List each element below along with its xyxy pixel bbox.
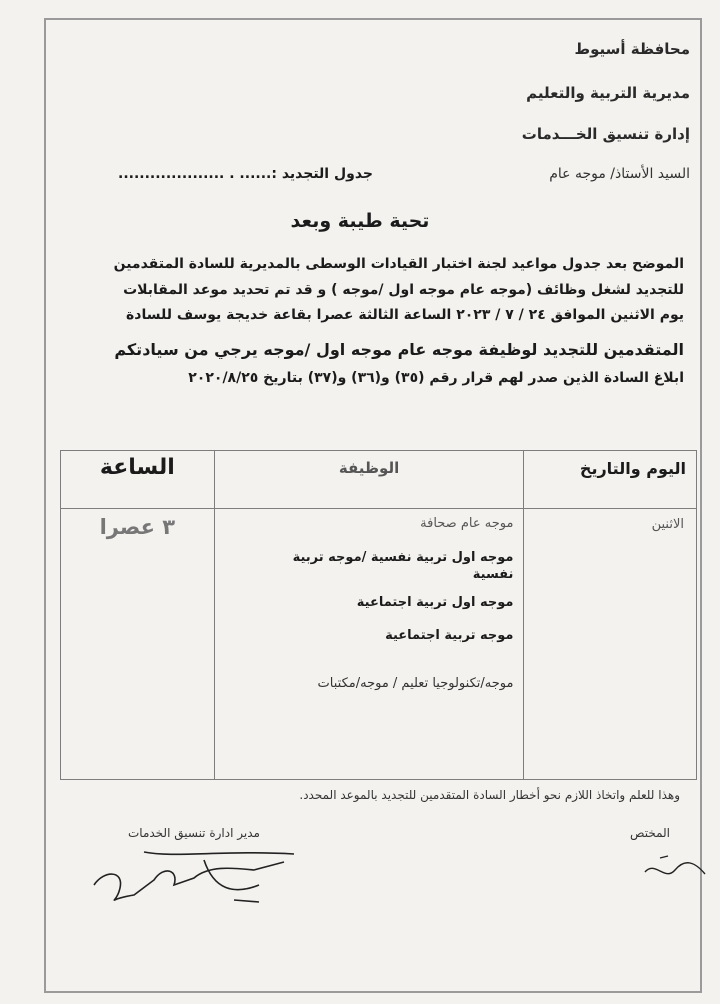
job-list (215, 515, 514, 692)
list-item: موجه اول تربية نفسية /موجه تربية نفسية (292, 549, 514, 583)
header-day: اليوم والتاريخ (524, 451, 697, 509)
specialist-title: المختص (630, 826, 670, 840)
recipient-text: السيد الأستاذ/ موجه عام (549, 166, 690, 182)
table-header-row (61, 451, 697, 509)
greeting: تحية طيبة وبعد (290, 210, 430, 232)
header-job: الوظيفة (214, 451, 524, 509)
manager-signature (84, 840, 324, 910)
body-line-2: للتجديد لشغل وظائف (موجه عام موجه اول /موجه ) و قد تم تحديد موعد المقابلات (123, 282, 684, 298)
list-item: موجه تربية اجتماعية (385, 628, 514, 644)
manager-title: مدير ادارة تنسيق الخدمات (128, 826, 260, 840)
recipient-line (549, 166, 690, 182)
list-item: موجه/تكنولوجيا تعليم / موجه/مكتبات (317, 675, 514, 691)
header-time: الساعة (61, 451, 215, 509)
directorate-title: مديرية التربية والتعليم (526, 84, 690, 102)
list-item: موجه اول تربية اجتماعية (356, 594, 514, 610)
cell-day: الاثنين (524, 509, 697, 780)
subject-text: جدول التجديد : (271, 166, 374, 182)
body-line-1: الموضح بعد جدول مواعيد لجنة اختبار القيادات الوسطى بالمديرية للسادة المتقدمين (113, 256, 684, 272)
body-line-3: يوم الاثنين الموافق ٢٤ / ٧ / ٢٠٢٣ الساعة الثالثة عصرا بقاعة خديجة يوسف للسادة (126, 307, 684, 323)
closing-line: وهذا للعلم واتخاذ اللازم نحو أخطار السادة المتقدمين للتجديد بالموعد المحدد. (299, 788, 680, 802)
cell-jobs (214, 509, 524, 780)
body-line-5: ابلاغ السادة الذين صدر لهم قرار رقم (٣٥) و(٣٦) و(٣٧) بتاريخ ٢٠٢٠/٨/٢٥ (188, 370, 684, 386)
table-row (61, 509, 697, 780)
subject-dots: ...... . .................... (118, 166, 272, 182)
governorate-title: محافظة أسيوط (574, 40, 690, 58)
department-title: إدارة تنسيق الخـــدمات (521, 125, 690, 143)
schedule-table (60, 450, 697, 780)
list-item: موجه عام صحافة (420, 516, 514, 531)
specialist-signature (640, 852, 710, 888)
subject-line (118, 166, 373, 182)
body-line-4: المتقدمين للتجديد لوظيفة موجه عام موجه اول /موجه يرجي من سيادتكم (114, 340, 684, 359)
cell-time: ٣ عصرا (61, 509, 215, 780)
